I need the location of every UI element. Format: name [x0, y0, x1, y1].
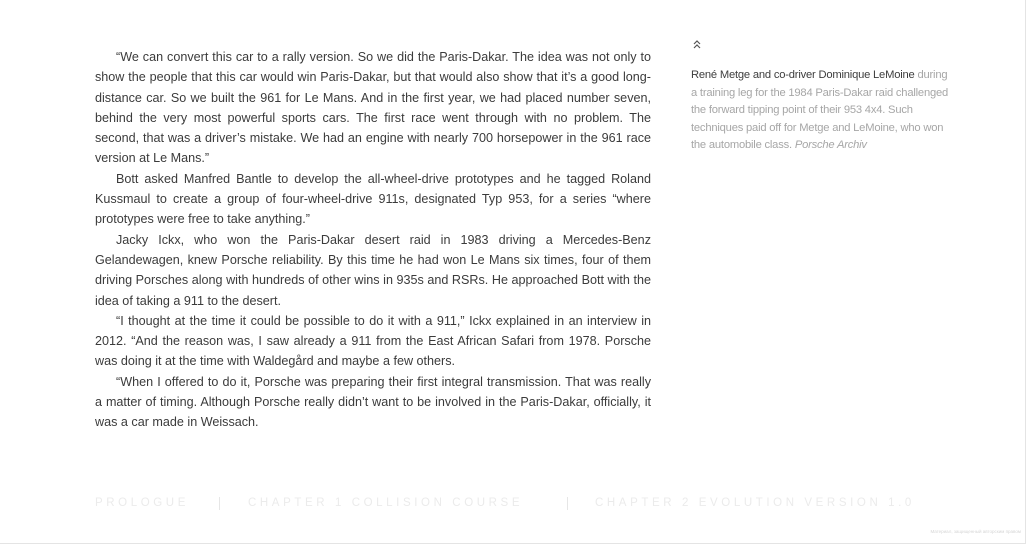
double-chevron-up-icon[interactable] [691, 38, 703, 52]
article-paragraph: “We can convert this car to a rally version. So we did the Paris-Dakar. The idea was not only to show the people that this car would win Paris-Dakar, but that would also show that it’s a good long-distance car. So we built the 961 for Le Mans. And in the first year, we had placed number seven, behind the very most powerful sports cars. The first race went through with no problem. The second, that was a driver’s mistake. We had an engine with nearly 700 horsepower in the 961 race version at Le Mans.” [95, 50, 651, 166]
article-paragraph: Jacky Ickx, who won the Paris-Dakar desert raid in 1983 driving a Mercedes-Benz Gelandewagen, knew Porsche reliability. By this time he had won Le Mans six times, four of them driving Porsches along with hundreds of other wins in 935s and RSRs. He approached Bott with the idea of taking a 911 to the desert. [95, 232, 651, 308]
nav-separator [219, 497, 220, 510]
nav-separator [567, 497, 568, 510]
photo-caption-panel [691, 38, 953, 155]
chapter-navigation [95, 497, 955, 511]
nav-chapter-1[interactable]: CHAPTER 1 COLLISION COURSE [248, 497, 524, 509]
copyright-note: Материал, защищенный авторским правом [930, 529, 1021, 534]
photo-caption [691, 67, 953, 155]
article-paragraph: “When I offered to do it, Porsche was preparing their first integral transmission. That was really a matter of timing. Although Porsche really didn’t want to be involved in the Paris-Dakar, officially, it was a car made in Weissach. [95, 374, 651, 430]
caption-credit: Porsche Archiv [794, 139, 867, 151]
nav-prologue[interactable]: PROLOGUE [95, 497, 189, 509]
article-paragraph: “I thought at the time it could be possible to do it with a 911,” Ickx explained in an interview in 2012. “And the reason was, I saw already a 911 from the East African Safari from 1978. Porsche was doing it at the time with Waldegård and maybe a few others. [95, 313, 651, 369]
caption-lead: René Metge and co-driver Dominique LeMoine [691, 69, 915, 81]
article-paragraph: Bott asked Manfred Bantle to develop the all-wheel-drive prototypes and he tagged Roland Kussmaul to create a group of four-wheel-drive 911s, designated Typ 953, for a series “where prototypes were free to take anything.” [95, 171, 651, 227]
article-body [95, 47, 651, 433]
nav-chapter-2[interactable]: CHAPTER 2 EVOLUTION VERSION 1.0 [595, 497, 915, 509]
caption-body: during a training leg for the 1984 Paris-Dakar raid challenged the forward tipping point of their 953 4x4. Such techniques paid off for Metge and LeMoine, who won the automobile class. [691, 69, 949, 151]
